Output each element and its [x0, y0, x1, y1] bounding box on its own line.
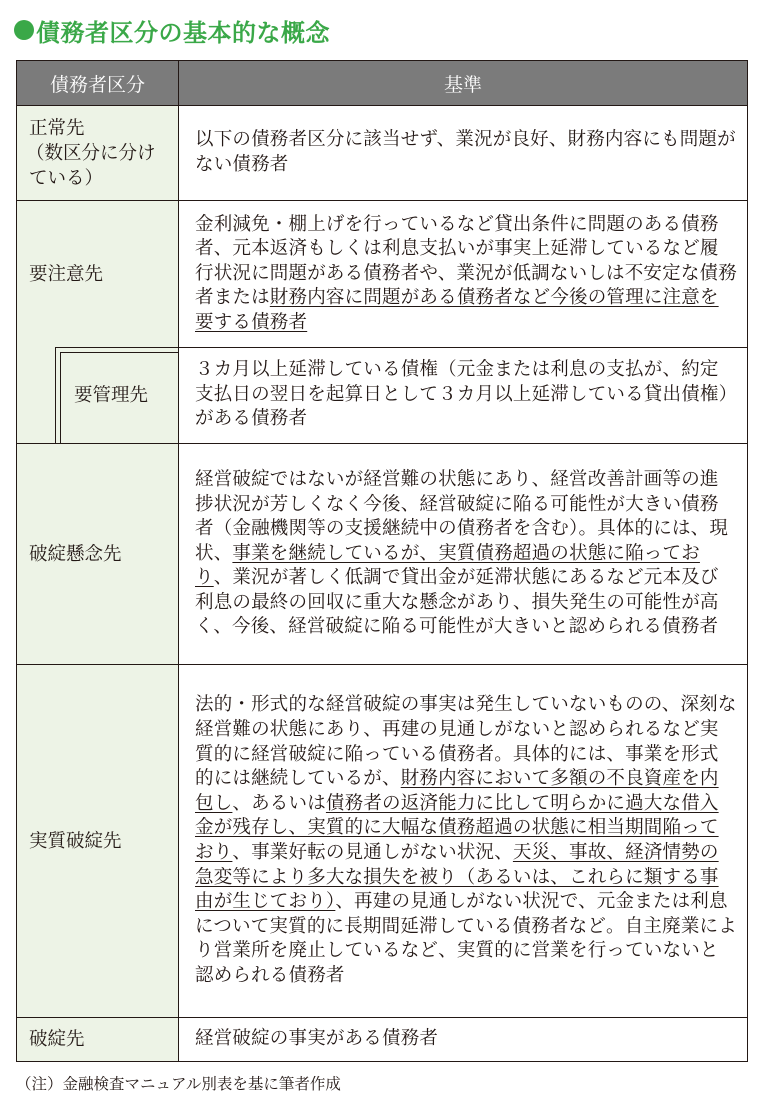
- row-label-normal: [17, 106, 178, 200]
- row-divider: [17, 200, 747, 201]
- criteria-doubtful-underlined: 事業を継続しているが、実質債務超過の状態に陥っており: [195, 542, 700, 589]
- header-classification: 債務者区分: [17, 61, 178, 105]
- row-label-watch: 要注意先: [17, 201, 178, 347]
- row-divider: [55, 347, 747, 348]
- bracket-line-top: [60, 352, 178, 353]
- row-criteria-normal: [179, 106, 747, 200]
- row-label-special-attention: 要管理先: [56, 347, 178, 443]
- criteria-defacto-text-2: 、あるいは: [232, 792, 326, 814]
- criteria-defacto-text-3: 、事業好転の見通しがない状況、: [232, 842, 513, 863]
- criteria-bankrupt-text: 経営破綻の事実がある債務者: [195, 1028, 439, 1050]
- criteria-defacto-text-1: 法的・形式的な経営破綻の事実は発生していないものの、深刻な経営難の状態にあり、再建の見通しがないと認められるなど実質的に経営破綻に陥っている債務者。具体的には、事業を形式的には継続しているが、: [195, 694, 737, 790]
- criteria-special-attention-text: ３カ月以上延滞している債権（元金または利息の支払が、約定支払日の翌日を起算日として３カ月以上延滞している貸出債権）がある債務者: [195, 359, 729, 430]
- row-criteria-de-facto-bankrupt: [179, 665, 747, 1017]
- criteria-defacto-underlined-1: 財務内容において多額の不良資産を内包し: [195, 768, 719, 814]
- label-normal-line-3: ている）: [29, 167, 104, 189]
- column-divider: [178, 61, 179, 1061]
- header-criteria: 基準: [179, 61, 747, 105]
- criteria-defacto-underlined-2: 債務者の返済能力に比して明らかに過大な借入金が残存し、実質的に大幅な債務超過の状態に相当期間陥っており: [195, 792, 719, 863]
- row-criteria-doubtful: [179, 444, 747, 664]
- header-divider: [17, 105, 747, 106]
- debtor-classification-table: [16, 60, 748, 1062]
- criteria-normal-text: 以下の債務者区分に該当せず、業況が良好、財務内容にも問題がない債務者: [195, 129, 736, 175]
- criteria-defacto-underlined-3: 天災、事故、経済情勢の急変等により多大な損失を被り（あるいは、これらに類する事由が生じており）: [195, 842, 719, 913]
- figure-title: [14, 12, 330, 48]
- label-normal-line-1: 正常先: [29, 117, 85, 139]
- row-divider: [17, 664, 747, 665]
- row-label-de-facto-bankrupt: 実質破綻先: [17, 665, 178, 1017]
- row-criteria-watch: [179, 201, 747, 347]
- criteria-defacto-text-4: 、再建の見通しがない状況で、元金または利息について実質的に長期間延滞している債務者など。自主廃業により営業所を廃止しているなど、実質的に営業を行っていないと認められる債務者: [195, 891, 737, 986]
- bullet-dot-icon: [14, 20, 34, 40]
- row-divider: [17, 443, 747, 444]
- row-criteria-bankrupt: [179, 1018, 747, 1061]
- watch-bracket-area: [17, 347, 55, 443]
- row-divider: [17, 1017, 747, 1018]
- row-criteria-special-attention: [179, 347, 747, 443]
- criteria-doubtful-text-1: 経営破綻ではないが経営難の状態にあり、経営改善計画等の進捗状況が芳しくなく今後、経営破綻に陥る可能性が大きい債務者（金融機関等の支援継続中の債務者を含む）。具体的には、現状、: [195, 468, 729, 564]
- label-normal-line-2: （数区分に分け: [26, 142, 156, 164]
- bracket-line-inner: [60, 352, 61, 443]
- figure-title-text: 債務者区分の基本的な概念: [36, 18, 330, 47]
- criteria-watch-text: 金利減免・棚上げを行っているなど貸出条件に問題のある債務者、元本返済もしくは利息支払いが事実上延滞しているなど履行状況に問題がある債務者や、業況が低調ないしは不安定な債務者または: [195, 213, 737, 309]
- criteria-watch-underlined: 財務内容に問題がある債務者など今後の管理に注意を要する債務者: [195, 287, 719, 333]
- criteria-doubtful-text-2: 、業況が著しく低調で貸出金が延滞状態にあるなど元本及び利息の最終の回収に重大な懸念があり、損失発生の可能性が高く、今後、経営破綻に陥る可能性が大きいと認められる債務者: [195, 567, 719, 638]
- row-label-doubtful: 破綻懸念先: [17, 444, 178, 664]
- row-label-bankrupt: 破綻先: [17, 1018, 178, 1061]
- bracket-line-outer: [55, 347, 56, 443]
- source-note: （注）金融検査マニュアル別表を基に筆者作成: [16, 1075, 341, 1093]
